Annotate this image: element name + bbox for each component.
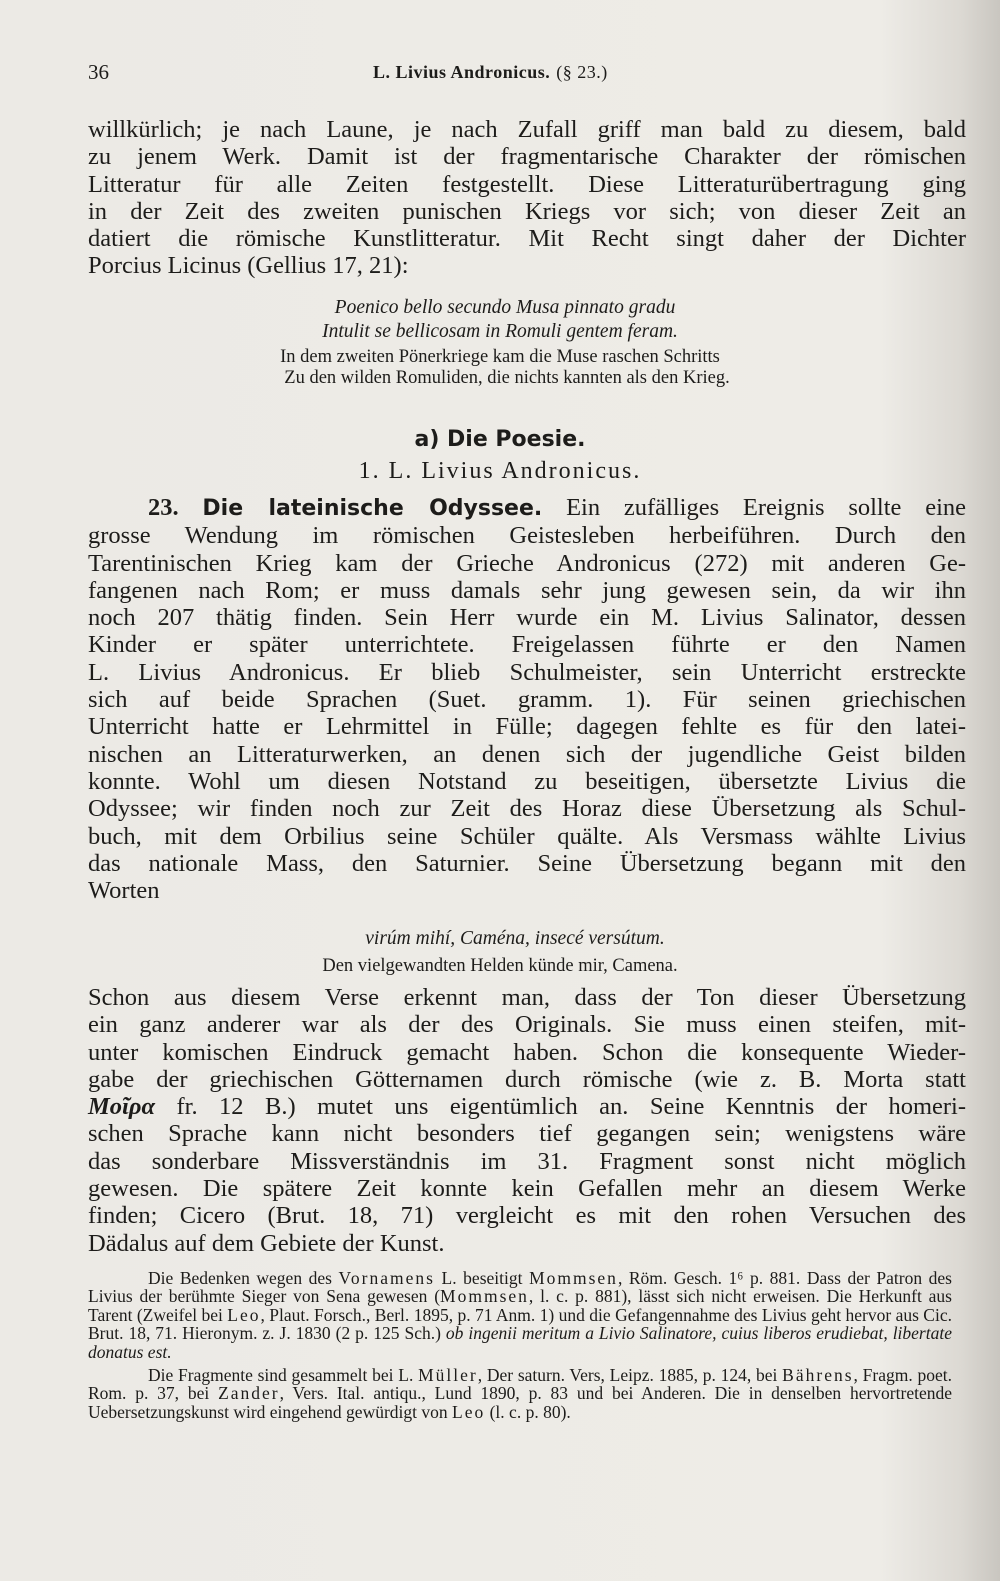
after-quote-paragraph — [88, 984, 966, 1257]
footnote — [88, 1366, 952, 1421]
author-name: Leo — [452, 1401, 486, 1422]
text-fragment: Ein zufälliges Ereignis sollte eine — [566, 494, 967, 521]
intro-paragraph — [88, 116, 966, 280]
text-line: unter komischen Eindruck gemacht haben. Schon die konsequente Wieder- — [88, 1038, 966, 1066]
author-name: Mommsen — [529, 1268, 618, 1288]
text-line — [88, 494, 966, 522]
text-line: Worten — [88, 877, 160, 905]
text-line: nischen an Litteraturwerken, an denen sich der jugendliche Geist bilden — [88, 740, 966, 768]
text-line: Schon aus diesem Verse erkennt man, dass der Ton dieser Übersetzung — [88, 984, 966, 1011]
paragraph-title: Die lateinische Odyssee. — [202, 496, 543, 521]
spaced-word: Vornamens — [338, 1268, 435, 1288]
text-line: grosse Wendung im römischen Geistesleben herbeiführen. Durch den — [88, 522, 966, 550]
text-line: das sonderbare Missverständnis im 31. Fragment sonst nicht möglich — [88, 1147, 966, 1175]
footnote-text: , Röm. Gesch. 1⁶ p. 881. Dass der Patron des Livius der berühmte Sieger von Sena gewesen ( — [88, 1268, 952, 1307]
text-line: Tarentinischen Krieg kam der Grieche Andronicus (272) mit anderen Ge- — [88, 549, 966, 577]
text-line: finden; Cicero (Brut. 18, 71) vergleicht es mit den rohen Versuchen des — [88, 1202, 966, 1230]
text-line: L. Livius Andronicus. Er blieb Schulmeister, sein Unterricht erstreckte — [88, 658, 966, 686]
page-header — [88, 60, 902, 90]
author-name: Mommsen — [440, 1286, 529, 1307]
translation-line: Den vielgewandten Helden künde mir, Camena. — [322, 955, 678, 976]
footnote-text: L. beseitigt — [434, 1268, 530, 1288]
footnote-text: , Der saturn. Vers, Leipz. 1885, p. 124, bei — [477, 1365, 783, 1386]
footnote-text: , l. c. p. 881), lässt sich nicht erweisen. Die Herkunft aus Tarent (Zweifel bei — [88, 1286, 952, 1325]
text-line: zu jenem Werk. Damit ist der fragmentarische Charakter der römischen — [88, 143, 966, 171]
footnote-text: (l. c. p. 80). — [485, 1401, 571, 1422]
text-fragment: fr. 12 B.) mutet uns eigentümlich an. Seine Kenntnis der homeri- — [155, 1093, 966, 1121]
text-line: noch 207 thätig finden. Sein Herr wurde ein M. Livius Salinator, dessen — [88, 604, 966, 632]
text-line: Unterricht hatte er Lehrmittel in Fülle; dagegen fehlte es für den latei- — [88, 713, 966, 741]
section-23-paragraph — [88, 494, 966, 904]
author-name: Bährens — [782, 1365, 854, 1386]
latin-verse-line: Poenico bello secundo Musa pinnato gradu — [334, 297, 676, 318]
footnote-text: , Vers. Ital. antiqu., Lund 1890, p. 83 und bei Anderen. Die in denselben hervortretende Uebersetzungskunst wird eingehend gewürdigt von — [88, 1383, 952, 1422]
text-line: das nationale Mass, den Saturnier. Seine Übersetzung begann mit den — [88, 849, 966, 877]
author-name: Leo — [227, 1304, 261, 1325]
text-line: Porcius Licinus (Gellius 17, 21): — [88, 252, 409, 280]
text-line: Odyssee; wir finden noch zur Zeit des Horaz diese Übersetzung als Schul- — [88, 795, 966, 823]
page-number: 36 — [88, 60, 109, 84]
paragraph-number: 23. — [148, 494, 179, 521]
text-line: fangenen nach Rom; er muss damals sehr jung gewesen sein, da wir ihn — [88, 576, 966, 604]
latin-citation: ob ingenii meritum a Livio Salinatore, cuius liberos erudiebat, libertate donatus est. — [88, 1323, 952, 1362]
text-line: willkürlich; je nach Laune, je nach Zufall griff man bald zu diesem, bald — [88, 116, 966, 143]
text-line: buch, mit dem Orbilius seine Schüler quälte. Als Versmass wählte Livius — [88, 822, 966, 850]
text-line: Litteratur für alle Zeiten festgestellt. Diese Litteraturübertragung ging — [88, 170, 966, 198]
running-title-text: L. Livius Andronicus. — [373, 62, 551, 82]
text-line: in der Zeit des zweiten punischen Kriegs vor sich; von dieser Zeit an — [88, 197, 966, 225]
text-line: sich auf beide Sprachen (Suet. gramm. 1). Für seinen griechischen — [88, 686, 966, 714]
text-line: schen Sprache kann nicht besonders tief gegangen sein; wenigstens wäre — [88, 1120, 966, 1148]
author-name: Müller — [418, 1365, 478, 1386]
text-line — [88, 1093, 966, 1120]
footnote-text: Die Bedenken wegen des — [148, 1268, 339, 1288]
text-line: gewesen. Die spätere Zeit konnte kein Gefallen mehr an diesem Werke — [88, 1175, 966, 1203]
greek-word: Μοῖρα — [88, 1093, 156, 1121]
verse-quote — [0, 296, 1000, 389]
section-heading: a) Die Poesie. — [414, 427, 586, 452]
footnotes — [88, 1269, 952, 1421]
footnote-text: , Plaut. Forsch., Berl. 1895, p. 71 Anm. 1) und die Gefangennahme des Livius geht hervor aus Cic. Brut. 18, 71. Hieronym. z. J. 1830 (2 p. 125 Sch.) — [88, 1304, 952, 1344]
text-line: Dädalus auf dem Gebiete der Kunst. — [88, 1229, 445, 1257]
section-reference: (§ 23.) — [556, 62, 608, 82]
odyssey-quote — [0, 927, 1000, 977]
translation-line: Zu den wilden Romuliden, die nichts kannten als den Krieg. — [284, 368, 730, 388]
subsection-heading: 1. L. Livius Andronicus. — [358, 458, 642, 484]
text-line: ein ganz anderer war als der des Originals. Sie muss einen steifen, mit- — [88, 1011, 966, 1039]
text-line: Kinder er später unterrichtete. Freigelassen führte er den Namen — [88, 631, 966, 659]
translation-line: In dem zweiten Pönerkriege kam die Muse raschen Schritts — [280, 347, 720, 367]
text-line: datiert die römische Kunstlitteratur. Mit Recht singt daher der Dichter — [88, 225, 966, 253]
text-line: konnte. Wohl um diesen Notstand zu beseitigen, übersetzte Livius die — [88, 767, 966, 795]
text-line: gabe der griechischen Götternamen durch römische (wie z. B. Morta statt — [88, 1065, 966, 1093]
footnote-text: , Fragm. poet. Rom. p. 37, bei — [88, 1365, 952, 1404]
footnote — [88, 1269, 952, 1361]
latin-verse-line: Intulit se bellicosam in Romuli gentem feram. — [322, 320, 678, 342]
latin-verse-line: virúm mihí, Caména, insecé versútum. — [365, 928, 665, 949]
running-title — [373, 62, 608, 83]
author-name: Zander — [218, 1383, 280, 1404]
footnote-text: Die Fragmente sind gesammelt bei L. — [148, 1365, 419, 1386]
